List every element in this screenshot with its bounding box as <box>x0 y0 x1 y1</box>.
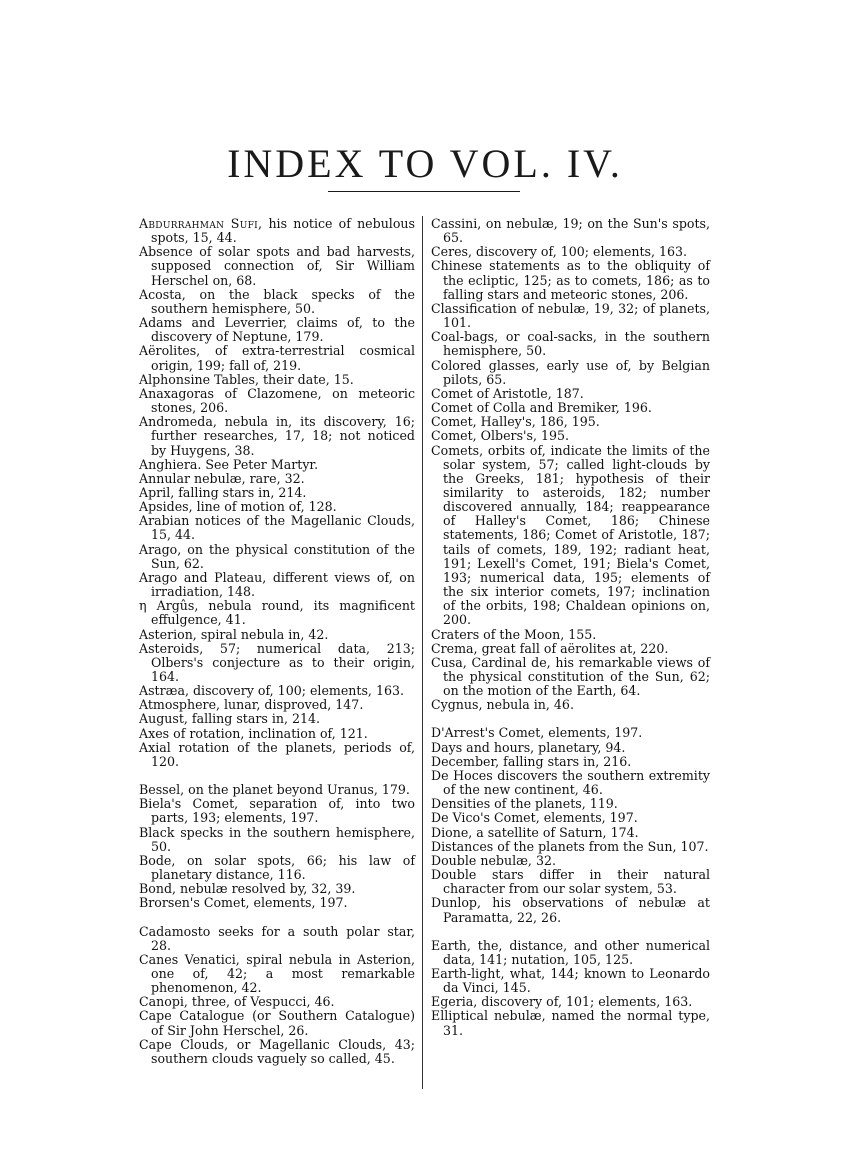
index-entry-text: Earth-light, what, 144; known to Leonardo da Vinci, 145. <box>431 965 710 996</box>
index-entry <box>431 259 710 301</box>
index-column-left <box>139 217 415 1066</box>
index-entry <box>431 840 710 854</box>
index-entry <box>139 373 415 387</box>
index-entry <box>139 953 415 995</box>
index-entry <box>431 769 710 797</box>
index-entry <box>139 217 415 245</box>
index-entry-text: Densities of the planets, 119. <box>431 796 618 812</box>
index-entry-text: Black specks in the southern hemisphere, 50. <box>139 824 415 854</box>
index-entry-text: Bode, on solar spots, 66; his law of planetary distance, 116. <box>139 852 415 883</box>
index-entry-text: η Argûs, nebula round, its magnificent effulgence, 41. <box>139 598 415 628</box>
index-entry <box>139 599 415 627</box>
index-entry-text: Axial rotation of the planets, periods of, 120. <box>139 739 415 769</box>
index-entry-text: Cassini, on nebulæ, 19; on the Sun's spots, 65. <box>431 216 710 246</box>
index-entry-text: Colored glasses, early use of, by Belgian pilots, 65. <box>431 357 710 387</box>
index-entry-text: December, falling stars in, 216. <box>431 753 632 769</box>
index-entry <box>431 868 710 896</box>
index-entry-text: his notice of nebulous spots, 15, 44. <box>151 216 415 246</box>
index-entry <box>139 288 415 316</box>
index-entry <box>431 415 710 429</box>
index-entry <box>139 472 415 486</box>
index-entry <box>139 896 415 910</box>
index-entry-text: Comet of Colla and Bremiker, 196. <box>431 400 652 416</box>
index-entry <box>431 1009 710 1037</box>
index-entry-text: Acosta, on the black specks of the southern hemisphere, 50. <box>139 286 415 316</box>
index-entry <box>139 628 415 642</box>
index-entry-text: Elliptical nebulæ, named the normal type, 31. <box>431 1008 710 1038</box>
index-entry-text: Double stars differ in their natural character from our solar system, 53. <box>431 867 710 897</box>
index-entry-text: Bessel, on the planet beyond Uranus, 179. <box>139 782 410 798</box>
index-entry-text: Astræa, discovery of, 100; elements, 163. <box>139 683 404 699</box>
index-entry <box>139 783 415 797</box>
index-entry-text: Axes of rotation, inclination of, 121. <box>139 725 368 741</box>
index-entry <box>139 245 415 287</box>
index-entry-text: Anghiera. See Peter Martyr. <box>139 456 319 472</box>
index-entry <box>139 854 415 882</box>
index-entry <box>139 316 415 344</box>
index-entry <box>431 302 710 330</box>
index-entry-text: Craters of the Moon, 155. <box>431 626 597 642</box>
index-entry-text: De Vico's Comet, elements, 197. <box>431 810 638 826</box>
index-entry <box>139 995 415 1009</box>
index-entry <box>139 698 415 712</box>
index-entry <box>431 401 710 415</box>
index-entry <box>139 458 415 472</box>
index-entry <box>431 826 710 840</box>
index-entry <box>431 444 710 628</box>
index-entry <box>431 854 710 868</box>
index-entry-text: D'Arrest's Comet, elements, 197. <box>431 725 643 741</box>
index-entry <box>431 755 710 769</box>
index-entry <box>431 429 710 443</box>
index-entry-text: Bond, nebulæ resolved by, 32, 39. <box>139 881 356 897</box>
index-entry-text: Dione, a satellite of Saturn, 174. <box>431 824 639 840</box>
index-entry-text: Aërolites, of extra-terrestrial cosmical origin, 199; fall of, 219. <box>139 343 415 373</box>
index-entry-text: Canopi, three, of Vespucci, 46. <box>139 994 335 1010</box>
index-entry-text: Classification of nebulæ, 19, 32; of planets, 101. <box>431 300 710 331</box>
index-entry <box>139 1009 415 1037</box>
index-entry <box>431 628 710 642</box>
index-entry-text: Egeria, discovery of, 101; elements, 163. <box>431 994 693 1010</box>
index-entry-text: Double nebulæ, 32. <box>431 852 556 868</box>
title-rule <box>328 191 520 192</box>
index-entry <box>139 741 415 769</box>
index-entry <box>431 642 710 656</box>
index-entry-text: Biela's Comet, separation of, into two parts, 193; elements, 197. <box>139 796 415 826</box>
index-entry-text: Distances of the planets from the Sun, 107. <box>431 838 709 854</box>
index-entry <box>431 656 710 698</box>
index-entry <box>139 826 415 854</box>
index-entry-text: August, falling stars in, 214. <box>139 711 321 727</box>
index-entry-text: Absence of solar spots and bad harvests, supposed connection of, Sir William Herschel on, 68. <box>139 244 415 288</box>
index-entry <box>139 727 415 741</box>
index-entry-text: De Hoces discovers the southern extremity of the new continent, 46. <box>431 767 710 798</box>
index-entry-text: Days and hours, planetary, 94. <box>431 739 626 755</box>
index-entry-text: Dunlop, his observations of nebulæ at Paramatta, 22, 26. <box>431 895 710 925</box>
index-entry-text: Crema, great fall of aërolites at, 220. <box>431 640 669 656</box>
index-entry-text: Brorsen's Comet, elements, 197. <box>139 895 348 911</box>
page-title: INDEX TO VOL. IV. <box>227 141 623 186</box>
index-entry-text: Arago, on the physical constitution of the Sun, 62. <box>139 541 415 571</box>
index-entry <box>431 896 710 924</box>
index-entry <box>139 712 415 726</box>
column-divider <box>422 216 423 1089</box>
index-entry <box>139 415 415 457</box>
index-entry-text: Comet of Aristotle, 187. <box>431 385 584 401</box>
index-entry <box>139 486 415 500</box>
index-entry <box>431 939 710 967</box>
index-entry-text: Coal-bags, or coal-sacks, in the southern hemisphere, 50. <box>431 329 710 359</box>
index-entry <box>139 514 415 542</box>
index-entry <box>139 500 415 514</box>
index-entry <box>431 387 710 401</box>
index-entry-text: Cadamosto seeks for a south polar star, 28. <box>139 923 415 953</box>
index-entry <box>431 811 710 825</box>
index-entry-text: Asteroids, 57; numerical data, 213; Olbers's conjecture as to their origin, 164. <box>139 640 415 684</box>
index-entry <box>431 245 710 259</box>
index-entry-text: Atmosphere, lunar, disproved, 147. <box>139 697 364 713</box>
index-entry <box>431 330 710 358</box>
index-entry <box>139 571 415 599</box>
index-entry <box>139 387 415 415</box>
index-entry <box>139 882 415 896</box>
index-entry-text: Canes Venatici, spiral nebula in Asterion, one of, 42; a most remarkable phenomenon, 42. <box>139 951 415 996</box>
index-entry-text: Alphonsine Tables, their date, 15. <box>139 371 354 387</box>
index-entry-text: Arabian notices of the Magellanic Clouds, 15, 44. <box>139 513 415 543</box>
index-entry <box>139 344 415 372</box>
index-entry-text: April, falling stars in, 214. <box>139 484 307 500</box>
index-entry-text: Cape Catalogue (or Southern Catalogue) of Sir John Herschel, 26. <box>139 1008 415 1038</box>
index-entry <box>431 967 710 995</box>
index-entry-text: Comet, Olbers's, 195. <box>431 428 570 444</box>
index-entry-text: Andromeda, nebula in, its discovery, 16; further researches, 17, 18; not noticed by Huygens, 38. <box>139 414 415 458</box>
index-column-right <box>431 217 710 1038</box>
index-entry-text: Annular nebulæ, rare, 32. <box>139 470 305 486</box>
index-entry <box>139 642 415 684</box>
index-entry-text: Asterion, spiral nebula in, 42. <box>139 626 329 642</box>
index-entry-text: Adams and Leverrier, claims of, to the discovery of Neptune, 179. <box>139 315 415 345</box>
index-entry-text: Anaxagoras of Clazomene, on meteoric stones, 206. <box>139 385 415 416</box>
index-entry <box>139 684 415 698</box>
index-entry <box>431 741 710 755</box>
index-entry-text: Apsides, line of motion of, 128. <box>139 499 337 515</box>
index-entry-lead: Abdurrahman Sufi, <box>139 216 263 231</box>
index-entry-text: Earth, the, distance, and other numerical data, 141; nutation, 105, 125. <box>431 937 710 967</box>
index-entry <box>431 797 710 811</box>
index-entry-text: Chinese statements as to the obliquity of the ecliptic, 125; as to comets, 186; as to falling stars and meteoric stones, 206. <box>431 258 710 302</box>
index-entry-text: Cygnus, nebula in, 46. <box>431 697 574 713</box>
index-entry-text: Cusa, Cardinal de, his remarkable views of the physical constitution of the Sun, 62; on the motion of the Earth, 64. <box>431 654 710 699</box>
index-entry-text: Comets, orbits of, indicate the limits of the solar system, 57; called light-clouds by the Greeks, 181; hypothesis of their similarity to asteroids, 182; number discovered annually, 184; reappearance of Halley's Comet, 186; Chinese statements, 186; Comet of Aristotle, 187; tails of comets, 189, 192; radiant heat, 191; Lexell's Comet, 191; Biela's Comet, 193; numerical data, 195; elements of the six interior comets, 197; inclination of the orbits, 198; Chaldean opinions on, 200. <box>431 442 710 628</box>
index-entry <box>431 698 710 712</box>
index-entry <box>139 543 415 571</box>
index-entry <box>431 995 710 1009</box>
index-entry <box>139 925 415 953</box>
index-entry-text: Cape Clouds, or Magellanic Clouds, 43; southern clouds vaguely so called, 45. <box>139 1036 415 1066</box>
index-entry <box>431 359 710 387</box>
index-entry <box>139 1038 415 1066</box>
index-entry <box>431 217 710 245</box>
index-entry-text: Ceres, discovery of, 100; elements, 163. <box>431 244 688 260</box>
index-entry <box>139 797 415 825</box>
index-entry-text: Comet, Halley's, 186, 195. <box>431 414 600 430</box>
index-entry-text: Arago and Plateau, different views of, on irradiation, 148. <box>139 569 415 600</box>
index-entry <box>431 726 710 740</box>
